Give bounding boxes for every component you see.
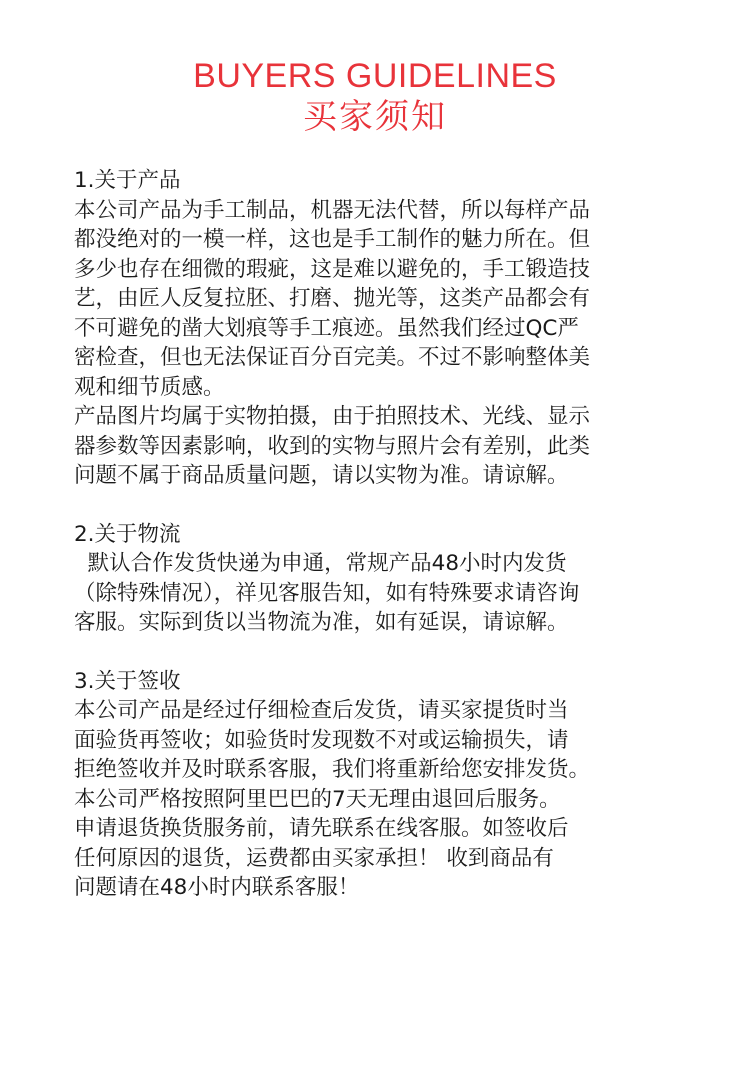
section-logistics: [74, 520, 684, 638]
paragraph-line: 拒绝签收并及时联系客服，我们将重新给您安排发货。: [74, 757, 591, 782]
paragraph-line: 多少也存在细微的瑕疵，这是难以避免的，手工锻造技: [74, 256, 591, 282]
section-receipt: [74, 667, 684, 903]
paragraph-line: 本公司产品为手工制品，机器无法代替，所以每样产品: [74, 197, 591, 223]
paragraph-line: 任何原因的退货，运费都由买家承担！ 收到商品有: [74, 845, 554, 871]
paragraph-line: 产品图片均属于实物拍摄，由于拍照技术、光线、显示: [74, 404, 591, 429]
paragraph-line: 申请退货换货服务前，请先联系在线客服。如签收后: [74, 816, 569, 841]
paragraph-line: 默认合作发货快递为申通，常规产品48小时内发货: [74, 551, 567, 576]
paragraph-line: 观和细节质感。: [74, 374, 225, 400]
paragraph-line: 密检查，但也无法保证百分百完美。不过不影响整体美: [74, 345, 591, 370]
section-heading: 2.关于物流: [74, 521, 181, 547]
paragraph-line: 问题请在48小时内联系客服！: [74, 875, 360, 900]
paragraph-line: 面验货再签收；如验货时发现数不对或运输损失，请: [74, 727, 569, 753]
page-header: [0, 56, 750, 138]
guidelines-content: [74, 166, 684, 903]
paragraph-line: 器参数等因素影响，收到的实物与照片会有差别，此类: [74, 433, 591, 459]
section-heading: 3.关于签收: [74, 668, 181, 694]
paragraph-line: 问题不属于商品质量问题，请以实物为准。请谅解。: [74, 463, 569, 488]
title-english: BUYERS GUIDELINES: [193, 57, 557, 95]
section-heading: 1.关于产品: [74, 168, 181, 193]
paragraph-line: 本公司严格按照阿里巴巴的7天无理由退回后服务。: [74, 786, 561, 812]
paragraph-line: 都没绝对的一模一样，这也是手工制作的魅力所在。但: [74, 227, 591, 252]
paragraph-line: 客服。实际到货以当物流为准，如有延误，请谅解。: [74, 610, 569, 635]
title-chinese: 买家须知: [303, 97, 447, 137]
section-product: [74, 166, 684, 491]
paragraph-line: （除特殊情况），祥见客服告知，如有特殊要求请咨询: [74, 580, 580, 606]
paragraph-line: 本公司产品是经过仔细检查后发货，请买家提货时当: [74, 698, 569, 723]
paragraph-line: 艺，由匠人反复拉胚、打磨、抛光等，这类产品都会有: [74, 286, 591, 311]
paragraph-line: 不可避免的凿大划痕等手工痕迹。虽然我们经过QC严: [74, 315, 579, 341]
